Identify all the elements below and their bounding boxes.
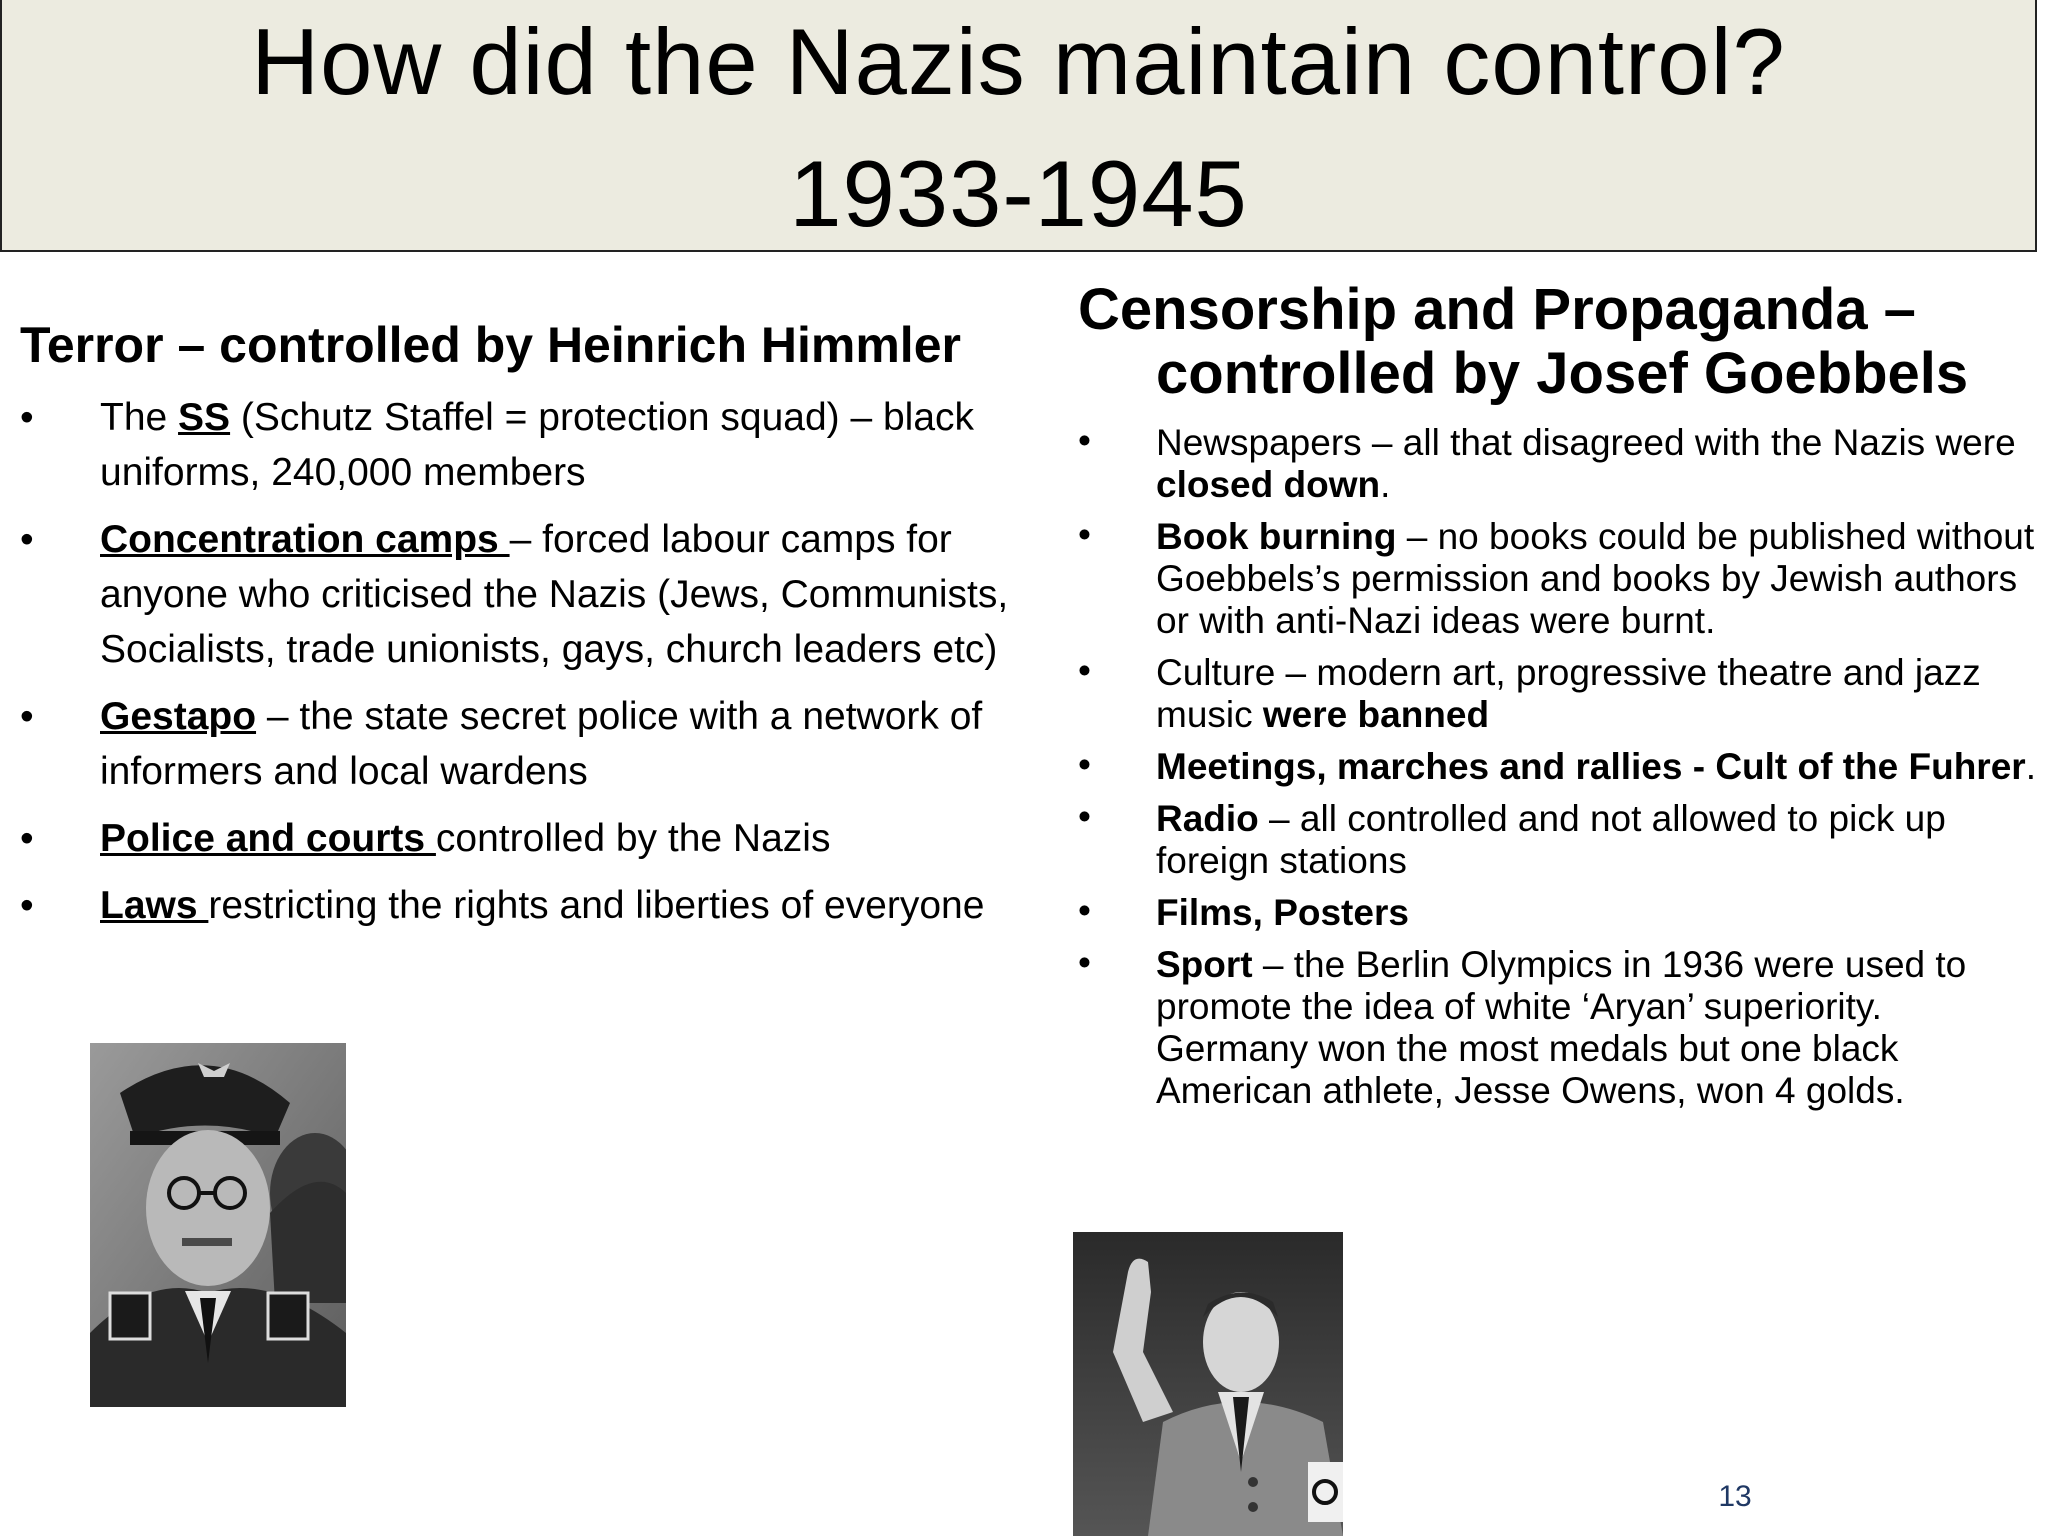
censorship-heading [1078,278,2038,406]
goebbels-photo [1073,1232,1343,1536]
item-term: Police and courts [100,817,436,860]
bullet-icon: • [1078,796,1091,837]
goebbels-portrait-image [1073,1232,1343,1536]
bullet-icon: • [1078,744,1091,785]
list-item [1078,892,2038,934]
item-bold-text: Radio [1156,798,1259,839]
item-term: Concentration camps [100,518,510,561]
item-text-end: . [1380,464,1391,505]
list-item [20,689,1010,799]
slide-subtitle-years: 1933-1945 [789,141,1248,246]
bullet-icon: • [1078,420,1091,461]
item-text: controlled by the Nazis [435,817,831,860]
censorship-heading-line2: controlled by Josef Goebbels [1156,341,1969,406]
bullet-icon: • [1078,650,1091,691]
item-text: – forced labour camps for anyone who criticised the Nazis (Jews, Communists, Socialists, trade unionists, gays, church leaders etc) [100,518,1009,671]
list-item [20,512,1010,677]
item-bold-text: were banned [1262,694,1490,735]
item-text-end: – all controlled and not allowed to pick up foreign stations [1156,798,1946,881]
list-item [1078,944,2038,1112]
bullet-icon: • [1078,942,1091,983]
list-item [1078,422,2038,506]
bullet-icon: • [20,518,34,561]
list-item [20,811,1010,866]
item-text: restricting the rights and liberties of everyone [208,884,985,927]
item-term: SS [178,396,231,439]
list-item [20,390,1010,500]
item-text-end: – no books could be published without Goebbels’s permission and books by Jewish authors or with anti-Nazi ideas were burnt. [1156,516,2035,641]
censorship-column [1078,278,2038,1122]
bullet-icon: • [20,884,34,927]
himmler-portrait-image [90,1043,346,1407]
item-bold-text: closed down [1156,464,1381,505]
item-bold-text: Meetings, marches and rallies - Cult of the Fuhrer [1156,746,2026,787]
list-item [20,878,1010,933]
list-item [1078,652,2038,736]
himmler-photo [90,1043,346,1407]
terror-list [20,390,1010,933]
list-item [1078,746,2038,788]
item-text: (Schutz Staffel = protection squad) – black uniforms, 240,000 members [100,396,975,494]
item-text: – the state secret police with a network of informers and local wardens [100,695,983,793]
bullet-icon: • [1078,514,1091,555]
list-item [1078,516,2038,642]
item-text: Newspapers – all that disagreed with the Nazis were [1156,422,2016,463]
item-bold-text: Films, Posters [1156,892,1409,933]
bullet-icon: • [20,817,34,860]
title-box [0,0,2037,252]
item-term: Laws [100,884,209,927]
censorship-list [1078,422,2038,1112]
terror-column [20,312,1010,945]
bullet-icon: • [1078,890,1091,931]
item-text-end: – the Berlin Olympics in 1936 were used to promote the idea of white ‘Aryan’ superiority. Germany won the most medals but one black American athlete, Jesse Owens, won 4 golds. [1156,944,1967,1111]
bullet-icon: • [20,695,34,738]
list-item [1078,798,2038,882]
bullet-icon: • [20,396,34,439]
censorship-heading-line1: Censorship and Propaganda – [1078,277,1916,342]
terror-heading: Terror – controlled by Heinrich Himmler [20,317,961,373]
item-bold-text: Sport [1156,944,1253,985]
item-prefix: The [100,396,179,439]
item-text-end: . [2025,746,2036,787]
item-bold-text: Book burning [1156,516,1397,557]
slide-title: How did the Nazis maintain control? [251,9,1786,114]
item-term: Gestapo [100,695,257,738]
item-text: Culture – modern art, progressive theatre and jazz music [1156,652,1981,735]
page-number: 13 [1718,1480,1752,1513]
